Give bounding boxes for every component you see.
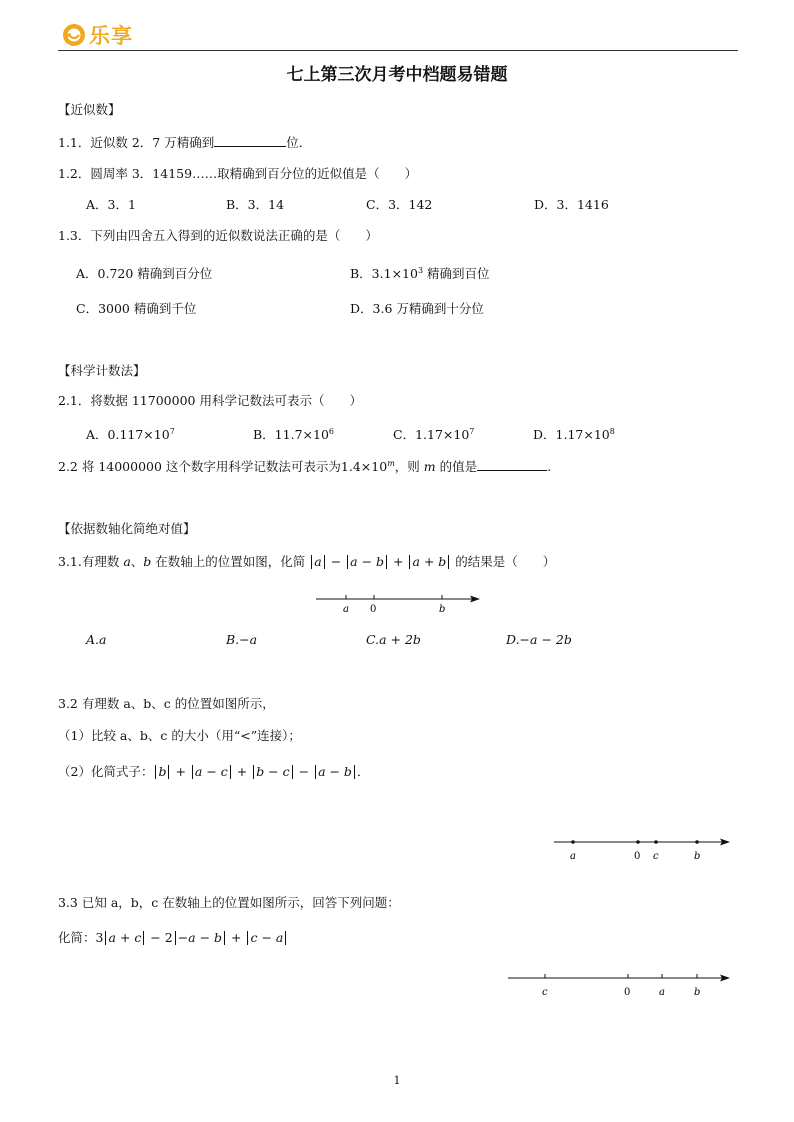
- option-text: B．11.7×10: [253, 427, 329, 442]
- abs-bar: [409, 555, 410, 569]
- option-b: B.−a: [226, 632, 258, 647]
- point-label: c: [653, 851, 659, 862]
- math-expression: b − c: [256, 764, 290, 779]
- variable: a: [123, 554, 131, 569]
- question-3-3-stem: 3.3 已知 a，b，c 在数轴上的位置如图所示，回答下列问题：: [58, 895, 400, 910]
- question-text: 1.1．近似数 2．7 万精确到: [58, 135, 215, 150]
- origin-label: 0: [624, 987, 631, 998]
- abs-bar: [324, 555, 325, 569]
- operator: +: [171, 764, 190, 779]
- brand-logo: [62, 20, 133, 50]
- option-text: B．3.1×10: [350, 266, 418, 281]
- operator: −: [326, 554, 346, 569]
- question-text: 的值是: [435, 459, 478, 474]
- abs-bar: [448, 555, 449, 569]
- question-text: .: [547, 459, 552, 474]
- operator: +: [227, 930, 246, 945]
- number-line-3-3: [508, 969, 732, 997]
- question-text: 2.2 将 14000000 这个数字用科学记数法可表示为1.4×10: [58, 459, 388, 474]
- logo-text: 乐享: [89, 24, 133, 48]
- math-expression: a − b: [318, 764, 352, 779]
- section-heading-scientific-notation: 【科学计数法】: [58, 363, 146, 378]
- variable: m: [423, 459, 436, 474]
- abs-bar: [143, 931, 144, 945]
- exponent: 6: [328, 426, 334, 436]
- header-divider: [58, 50, 738, 51]
- option-text: 精确到百位: [423, 266, 490, 281]
- abs-bar: [347, 555, 348, 569]
- option-c: C.a + 2b: [366, 632, 421, 647]
- option-d: D.−a − 2b: [506, 632, 572, 647]
- abs-bar: [224, 931, 225, 945]
- point-label: a: [343, 604, 349, 615]
- point-label: a: [570, 851, 576, 862]
- abs-bar: [175, 931, 176, 945]
- point-label: b: [694, 987, 701, 998]
- option-d: [533, 425, 615, 443]
- question-3-1-stem: [58, 552, 555, 570]
- abs-bar: [192, 765, 193, 779]
- question-text: 、: [130, 554, 144, 569]
- question-text: 位．: [286, 135, 312, 150]
- exponent: m: [387, 458, 395, 468]
- option-text: D．1.17×10: [533, 427, 610, 442]
- question-text: 3.1.有理数: [58, 554, 124, 569]
- operator: −: [294, 764, 314, 779]
- question-3-2-part-2: [58, 762, 369, 780]
- question-3-2-stem: 3.2 有理数 a、b、c 的位置如图所示，: [58, 696, 275, 711]
- abs-bar: [285, 931, 286, 945]
- question-text: ，则: [394, 459, 424, 474]
- abs-bar: [354, 765, 355, 779]
- option-b: [350, 264, 490, 282]
- answer-blank: [477, 458, 547, 471]
- smile-logo-icon: [62, 23, 86, 47]
- exponent: 7: [469, 426, 475, 436]
- option-b: [253, 425, 334, 443]
- abs-bar: [155, 765, 156, 779]
- math-expression: a + c: [108, 930, 142, 945]
- option-c: C．3．142: [366, 197, 433, 212]
- exponent: 3: [417, 265, 424, 275]
- abs-bar: [247, 931, 248, 945]
- question-text: 在数轴上的位置如图，化简: [151, 554, 310, 569]
- option-a: A．3．1: [86, 197, 136, 212]
- question-text: （2）化简式子：: [58, 764, 154, 779]
- math-expression: a − b: [350, 554, 385, 569]
- math-expression: a: [314, 554, 322, 569]
- math-expression: a + b: [412, 554, 447, 569]
- question-1-3-stem: 1.3．下列由四舍五入得到的近似数说法正确的是（ ）: [58, 228, 378, 243]
- option-text: C．1.17×10: [393, 427, 470, 442]
- abs-bar: [105, 931, 106, 945]
- question-1-2-stem: 1.2．圆周率 3．14159……取精确到百分位的近似值是（ ）: [58, 166, 418, 181]
- question-2-1-stem: 2.1．将数据 11700000 用科学记数法可表示（ ）: [58, 393, 362, 408]
- point-label: b: [694, 851, 701, 862]
- option-text: A．0.117×10: [86, 427, 170, 442]
- question-1-1: [58, 133, 311, 151]
- origin-label: 0: [370, 604, 377, 615]
- point-label: a: [659, 987, 665, 998]
- point-label: b: [439, 604, 446, 615]
- option-c: [393, 425, 474, 443]
- abs-bar: [168, 765, 169, 779]
- option-c: C．3000 精确到千位: [76, 301, 197, 316]
- abs-bar: [253, 765, 254, 779]
- abs-bar: [315, 765, 316, 779]
- math-expression: c − a: [250, 930, 284, 945]
- option-b: B．3．14: [226, 197, 285, 212]
- abs-bar: [292, 765, 293, 779]
- abs-bar: [386, 555, 387, 569]
- section-heading-absolute-value: 【依据数轴化简绝对值】: [58, 521, 196, 536]
- variable: b: [143, 554, 152, 569]
- math-expression: a − c: [194, 764, 228, 779]
- origin-label: 0: [634, 851, 641, 862]
- question-text: 化简：3: [58, 930, 104, 945]
- option-d: D．3.6 万精确到十分位: [350, 301, 484, 316]
- point-label: c: [542, 987, 548, 998]
- page-number: 1: [393, 1074, 401, 1087]
- option-a: A.a: [86, 632, 107, 647]
- operator: − 2: [146, 930, 173, 945]
- option-d: D．3．1416: [534, 197, 609, 212]
- page-title: 七上第三次月考中档题易错题: [286, 65, 508, 85]
- answer-blank: [214, 134, 286, 147]
- question-3-2-part-1: （1）比较 a、b、c 的大小（用“<”连接）；: [58, 728, 301, 743]
- question-text: ．: [356, 764, 370, 779]
- exponent: 7: [169, 426, 175, 436]
- operator: +: [389, 554, 408, 569]
- abs-bar: [311, 555, 312, 569]
- option-a: A．0.720 精确到百分位: [76, 266, 213, 281]
- section-heading-approximation: 【近似数】: [58, 102, 121, 117]
- number-line-3-2: [554, 833, 732, 861]
- operator: +: [232, 764, 252, 779]
- question-3-3-expression: [58, 928, 288, 946]
- abs-bar: [230, 765, 231, 779]
- option-a: [86, 425, 175, 443]
- math-expression: −a − b: [177, 930, 223, 945]
- number-line-3-1: [316, 590, 482, 614]
- question-2-2: [58, 457, 551, 475]
- math-expression: b: [158, 764, 167, 779]
- exponent: 8: [609, 426, 615, 436]
- question-text: 的结果是（ ）: [451, 554, 556, 569]
